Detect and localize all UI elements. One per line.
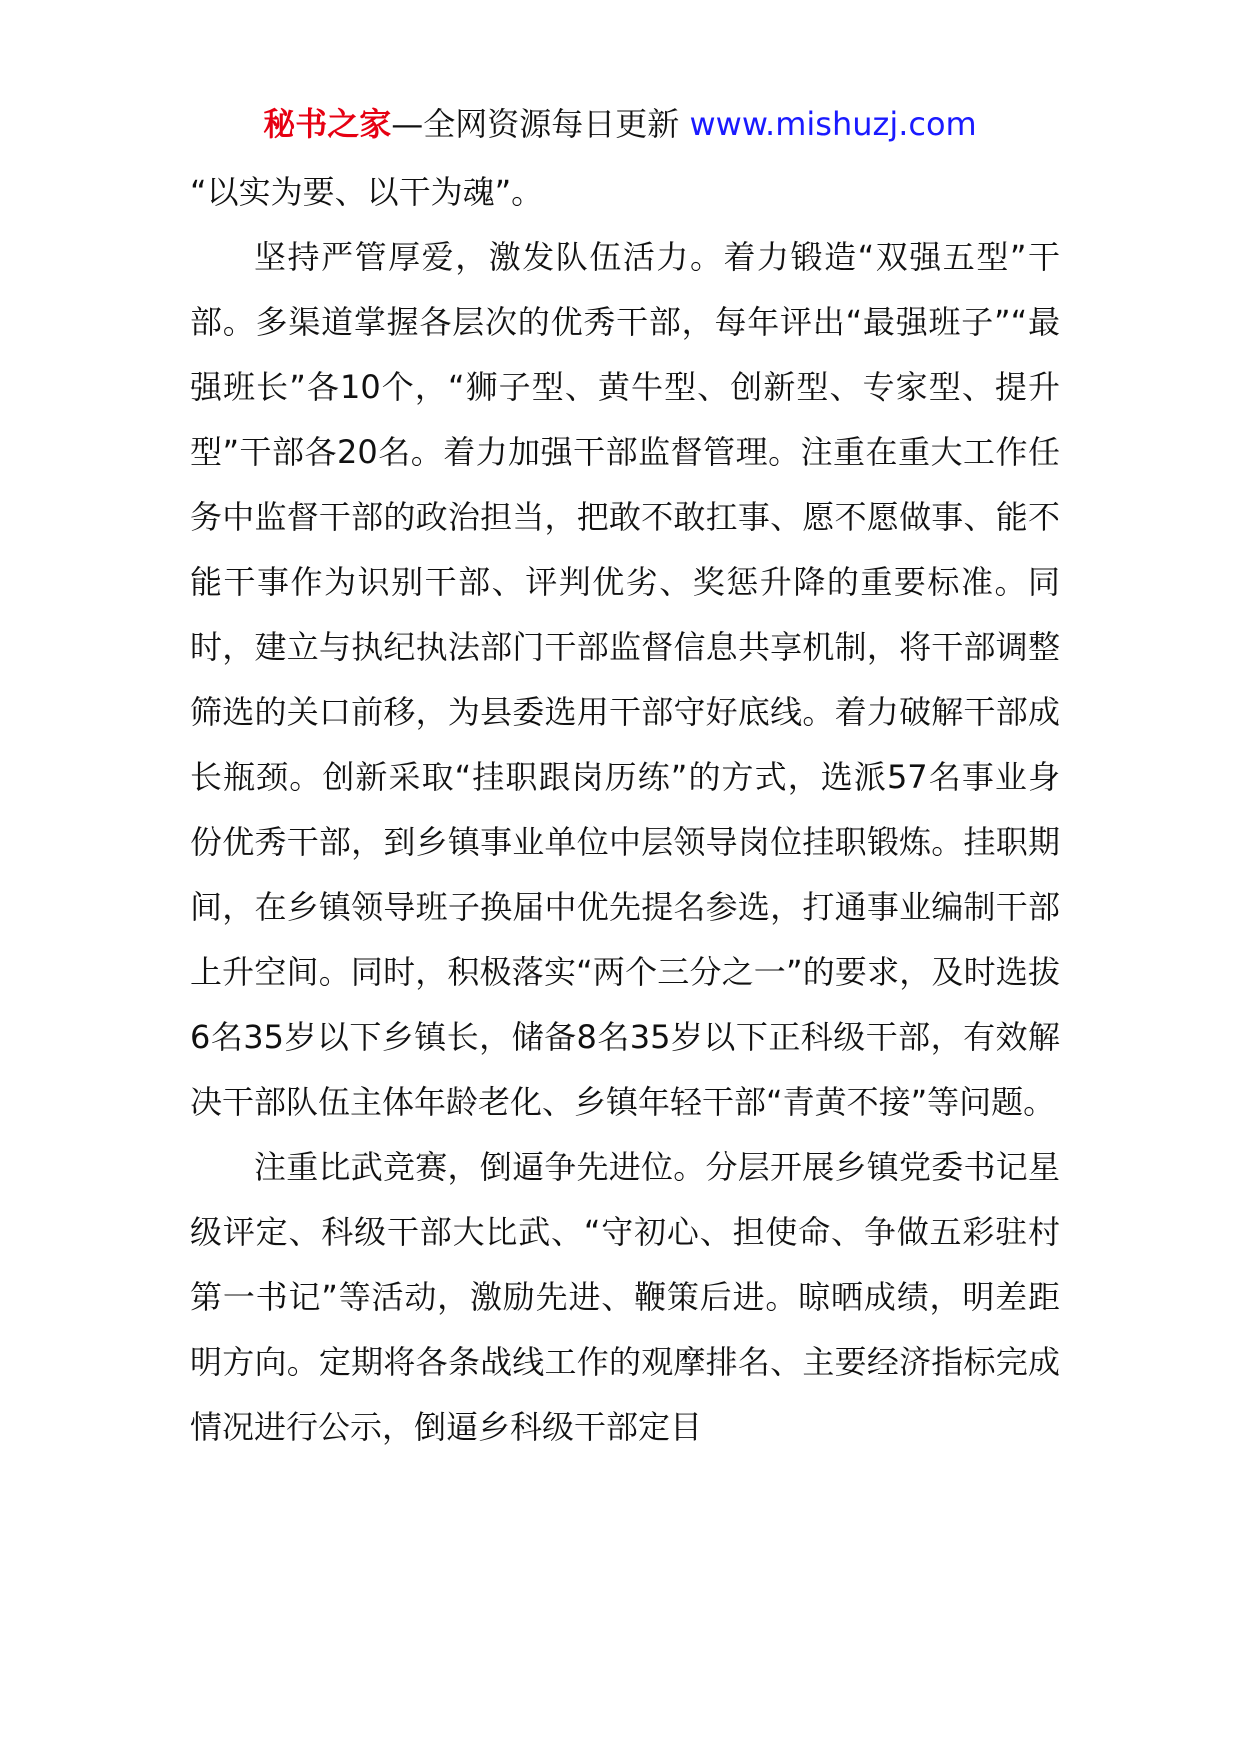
paragraph-continuation: “以实为要、以干为魂”。 [190, 173, 544, 211]
paragraph-competition: 注重比武竞赛，倒逼争先进位。分层开展乡镇党委书记星级评定、科级干部大比武、“守初心、担使命、争做五彩驻村第一书记”等活动，激励先进、鞭策后进。晾晒成绩，明差距明方向。定期将各条战线工作的观摩排名、主要经济指标完成情况进行公示，倒逼乡科级干部定目 [190, 1148, 1060, 1446]
site-url-link[interactable]: www.mishuzj.com [689, 105, 977, 143]
document-body [190, 160, 1060, 1460]
paragraph-strict-management: 坚持严管厚爱，激发队伍活力。着力锻造“双强五型”干部。多渠道掌握各层次的优秀干部，每年评出“最强班子”“最强班长”各10个，“狮子型、黄牛型、创新型、专家型、提升型”干部各20名。着力加强干部监督管理。注重在重大工作任务中监督干部的政治担当，把敢不敢扛事、愿不愿做事、能不能干事作为识别干部、评判优劣、奖惩升降的重要标准。同时，建立与执纪执法部门干部监督信息共享机制，将干部调整筛选的关口前移，为县委选用干部守好底线。着力破解干部成长瓶颈。创新采取“挂职跟岗历练”的方式，选派57名事业身份优秀干部，到乡镇事业单位中层领导岗位挂职锻炼。挂职期间，在乡镇领导班子换届中优先提名参选，打通事业编制干部上升空间。同时，积极落实“两个三分之一”的要求，及时选拔6名35岁以下乡镇长，储备8名35岁以下正科级干部，有效解决干部队伍主体年龄老化、乡镇年轻干部“青黄不接”等问题。 [190, 238, 1060, 1121]
brand-name: 秘书之家 [263, 105, 392, 143]
header-tagline: —全网资源每日更新 [391, 105, 680, 143]
site-header [0, 100, 1240, 148]
